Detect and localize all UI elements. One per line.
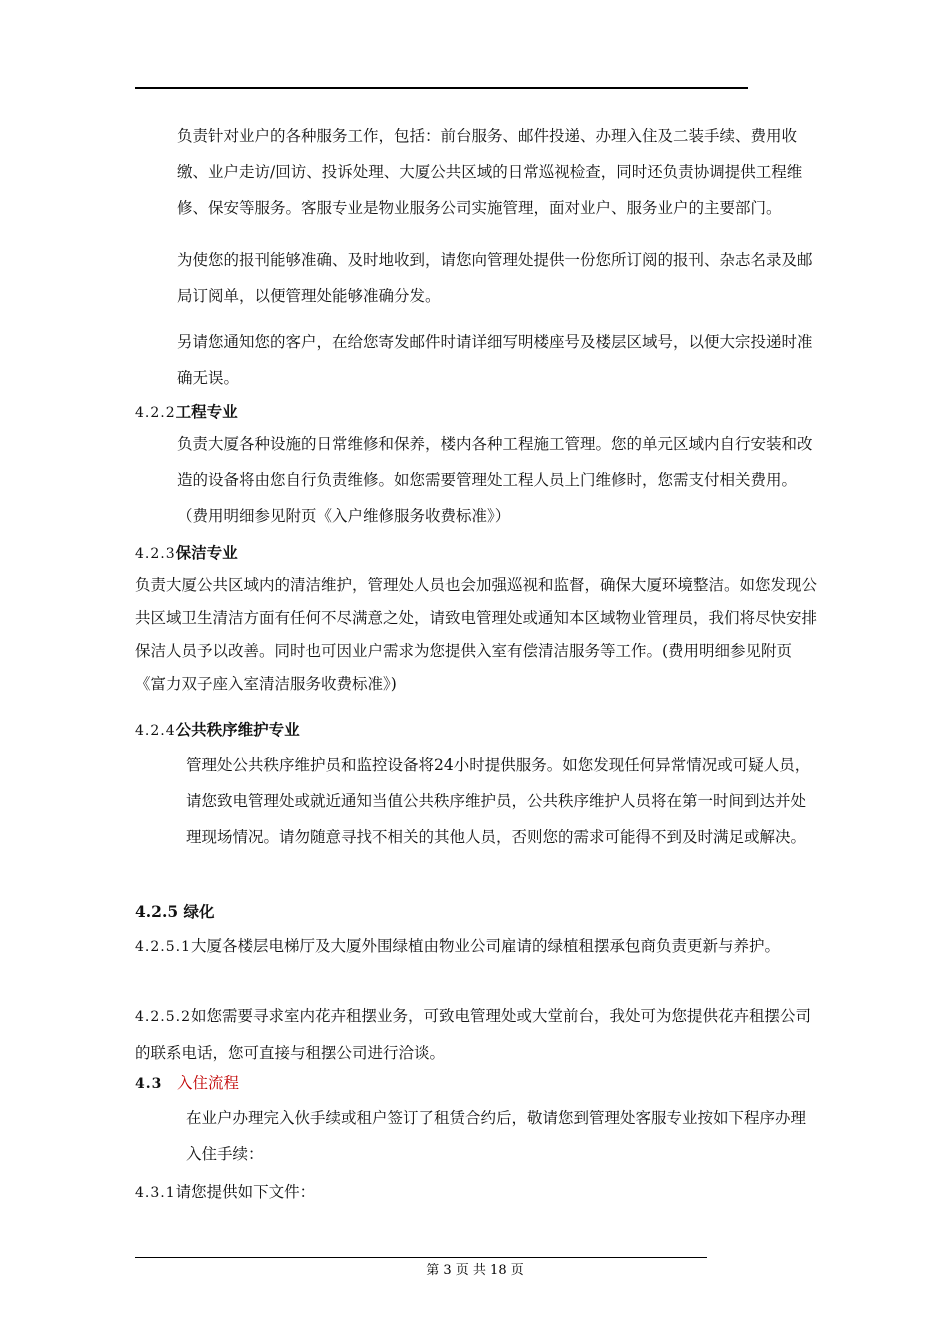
paragraph-move-in: 在业户办理完入伙手续或租户签订了租赁合约后，敬请您到管理处客服专业按如下程序办理入住手续： (186, 1109, 807, 1163)
item-number: 4.3.1 (135, 1185, 176, 1201)
heading-4-3 (135, 1067, 825, 1101)
page-footer: 第 3 页 共 18 页 (426, 1263, 524, 1278)
header-rule (135, 87, 748, 89)
section-number: 4.3 (135, 1076, 163, 1092)
footer-rule (135, 1257, 707, 1258)
section-number: 4.2.2 (135, 405, 176, 421)
section-title: 入住流程 (177, 1074, 240, 1092)
paragraph-customer-service: 负责针对业户的各种服务工作，包括：前台服务、邮件投递、办理入住及二装手续、费用收缴、业户走访/回访、投诉处理、大厦公共区域的日常巡视检查，同时还负责协调提供工程维修、保安等服务。客服专业是物业服务公司实施管理，面对业户、服务业户的主要部门。 (177, 127, 803, 217)
paragraph-engineering: 负责大厦各种设施的日常维修和保养，楼内各种工程施工管理。您的单元区域内自行安装和改造的设备将由您自行负责维修。如您需要管理处工程人员上门维修时，您需支付相关费用。（费用明细参见附页《入户维修服务收费标准》） (177, 435, 813, 525)
item-number: 4.2.5.1 (135, 939, 191, 955)
item-text: 请您提供如下文件： (175, 1183, 316, 1201)
item-number: 4.2.5.2 (135, 1009, 191, 1025)
section-title: 公共秩序维护专业 (175, 720, 300, 739)
paragraph-newspaper: 为使您的报刊能够准确、及时地收到，请您向管理处提供一份您所订阅的报刊、杂志名录及邮局订阅单，以便管理处能够准确分发。 (177, 251, 813, 305)
paragraph-mail-notice: 另请您通知您的客户，在给您寄发邮件时请详细写明楼座号及楼层区域号，以便大宗投递时准确无误。 (177, 333, 813, 387)
section-number: 4.2.3 (135, 546, 176, 562)
item-text: 大厦各楼层电梯厅及大厦外围绿植由物业公司雇请的绿植租摆承包商负责更新与养护。 (190, 937, 780, 955)
heading-4-2-3 (135, 536, 825, 571)
paragraph-cleaning: 负责大厦公共区域内的清洁维护，管理处人员也会加强巡视和监督，确保大厦环境整洁。如您发现公共区域卫生清洁方面有任何不尽满意之处，请致电管理处或通知本区域物业管理员，我们将尽快安排保洁人员予以改善。同时也可因业户需求为您提供入室有偿清洁服务等工作。(费用明细参见附页《富力双子座入室清洁服务收费标准》) (135, 576, 818, 693)
heading-4-2-4 (135, 713, 825, 748)
item-text: 如您需要寻求室内花卉租摆业务，可致电管理处或大堂前台，我处可为您提供花卉租摆公司的联系电话，您可直接与租摆公司进行洽谈。 (135, 1007, 811, 1062)
paragraph-security: 管理处公共秩序维护员和监控设备将24小时提供服务。如您发现任何异常情况或可疑人员，请您致电管理处或就近通知当值公共秩序维护员，公共秩序维护人员将在第一时间到达并处理现场情况。请勿随意寻找不相关的其他人员，否则您的需求可能得不到及时满足或解决。 (186, 756, 811, 846)
item-4-2-5-2 (135, 998, 817, 1071)
section-title: 保洁专业 (175, 543, 238, 562)
item-4-2-5-1 (135, 928, 817, 965)
section-title: 工程专业 (175, 402, 238, 421)
heading-4-2-2 (135, 395, 825, 430)
item-4-3-1 (135, 1176, 825, 1210)
heading-4-2-5: 4.2.5 绿化 (135, 902, 215, 921)
section-number: 4.2.4 (135, 723, 176, 739)
